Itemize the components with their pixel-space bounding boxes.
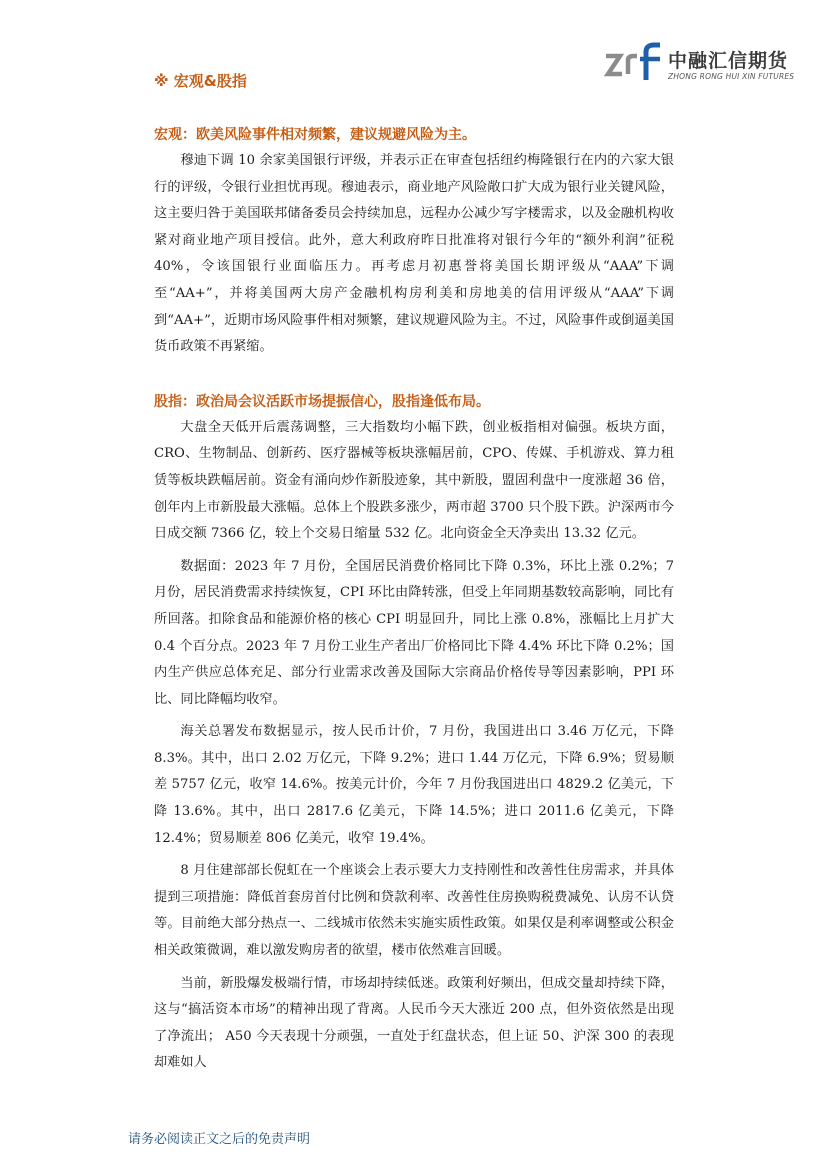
- company-logo: [604, 42, 804, 86]
- zrf-logo-icon: [604, 42, 664, 82]
- index-paragraph-outlook: 当前，新股爆发极端行情，市场却持续低迷。政策利好频出，但成交量却持续下降，这与“搞活资本市场”的精神出现了背离。人民币今天大涨近 200 点，但外资依然是出现了净流出； A50 今天表现十分顽强，一直处于红盘状态，但上证 50、沪深 300 的表现却难如人: [154, 975, 674, 1071]
- index-paragraph-trade: 海关总署发布数据显示，按人民币计价，7 月份，我国进出口 3.46 万亿元，下降 8.3%。其中，出口 2.02 万亿元，下降 9.2%；进口 1.44 万亿元，下降 6.9%；贸易顺差 5757 亿元，收窄 14.6%。按美元计价，今年 7 月份我国进出口 4829.2 亿美元，下降 13.6%。其中，出口 2817.6 亿美元，下降 14.5%；进口 2011.6 亿美元，下降 12.4%；贸易顺差 806 亿美元，收窄 19.4%。: [154, 724, 674, 846]
- index-paragraph-market: 大盘全天低开后震荡调整，三大指数均小幅下跌，创业板指相对偏强。板块方面，CRO、生物制品、创新药、医疗器械等板块涨幅居前，CPO、传媒、手机游戏、算力租赁等板块跌幅居前。资金有涌向炒作新股迹象，其中新股，盟固利盘中一度涨超 36 倍，创年内上市新股最大涨幅。总体上个股跌多涨少，两市超 3700 只个股下跌。沪深两市今日成交额 7366 亿，较上个交易日缩量 532 亿。北向资金全天净卖出 13.32 亿元。: [154, 419, 674, 542]
- disclaimer-footer: 请务必阅读正文之后的免责声明: [128, 1132, 311, 1147]
- section-title: ※ 宏观&股指: [154, 72, 247, 90]
- index-heading: 股指：政治局会议活跃市场提振信心，股指逢低布局。: [154, 393, 490, 410]
- index-paragraph-housing: 8 月住建部部长倪虹在一个座谈会上表示要大力支持刚性和改善性住房需求，并具体提到三项措施：降低首套房首付比例和贷款利率、改善性住房换购税费减免、认房不认贷等。目前绝大部分热点一、二线城市依然未实施实质性政策。如果仅是利率调整或公积金相关政策微调，难以激发购房者的欲望，楼市依然难言回暖。: [154, 863, 674, 959]
- logo-chinese-name: 中融汇信期货: [668, 50, 789, 72]
- macro-paragraph: 穆迪下调 10 余家美国银行评级，并表示正在审查包括纽约梅隆银行在内的六家大银行的评级，令银行业担忧再现。穆迪表示，商业地产风险敞口扩大成为银行业关键风险，这主要归咎于美国联邦储备委员会持续加息，远程办公减少写字楼需求，以及金融机构收紧对商业地产项目授信。此外，意大利政府昨日批准将对银行今年的“额外利润”征税 40%，令该国银行业面临压力。再考虑月初惠誉将美国长期评级从“AAA”下调至“AA+”，并将美国两大房产金融机构房利美和房地美的信用评级从“AAA”下调到“AA+”，近期市场风险事件相对频繁，建议规避风险为主。不过，风险事件或倒逼美国货币政策不再紧缩。: [154, 153, 674, 355]
- report-body: [154, 122, 674, 1083]
- macro-heading: 宏观：欧美风险事件相对频繁，建议规避风险为主。: [154, 127, 476, 143]
- index-paragraph-cpi-ppi: 数据面：2023 年 7 月份，全国居民消费价格同比下降 0.3%，环比上涨 0.2%；7 月份，居民消费需求持续恢复，CPI 环比由降转涨，但受上年同期基数较高影响，同比有所回落。扣除食品和能源价格的核心 CPI 明显回升，同比上涨 0.8%，涨幅比上月扩大 0.4 个百分点。2023 年 7 月份工业生产者出厂价格同比下降 4.4% 环比下降 0.2%；国内生产供应总体充足、部分行业需求改善及国际大宗商品价格传导等因素影响，PPI 环比、同比降幅均收窄。: [154, 558, 674, 707]
- section-spacer: [154, 367, 674, 389]
- logo-english-name: ZHONG RONG HUI XIN FUTURES: [668, 72, 795, 81]
